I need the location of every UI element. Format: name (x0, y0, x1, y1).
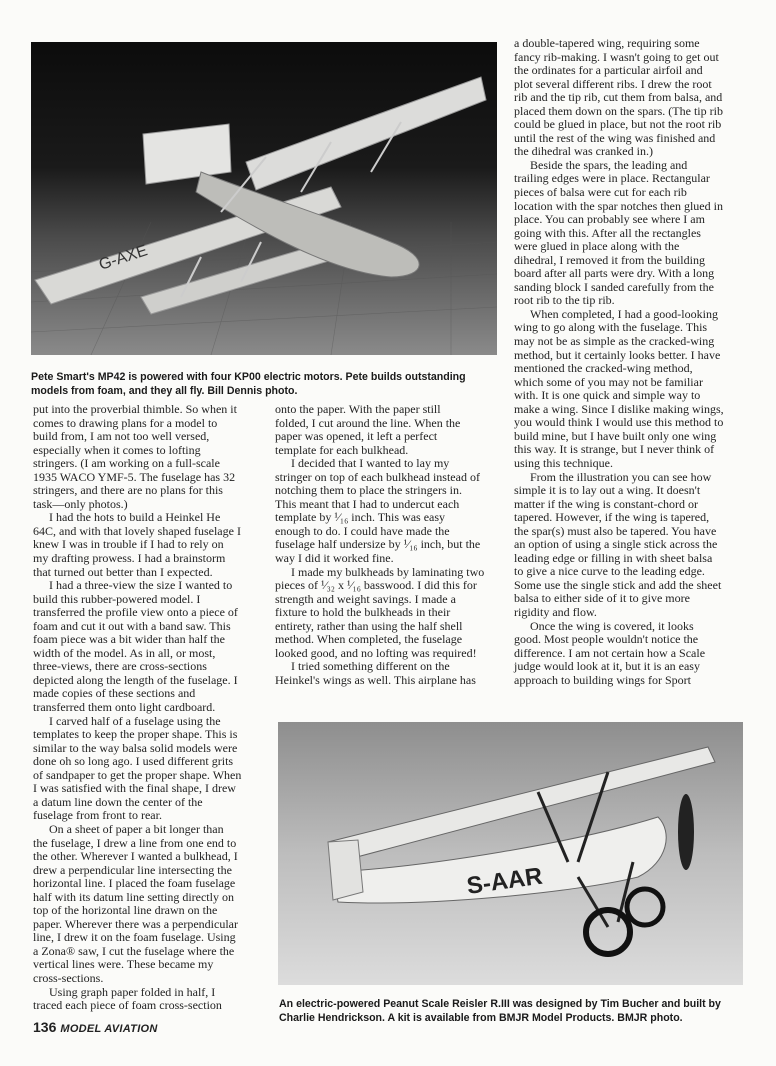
top-photo-biplane (31, 42, 497, 355)
paragraph: a double-tapered wing, requiring some fancy rib-making. I wasn't going to get out the ordinates for a particular airfoil and plot several different ribs. I drew the root rib and the tip rib, cut them from balsa, and placed them down on the spars. (The tip rib could be glued in place, but not the root rib until the rest of the wing was finished and the dihedral was cranked in.) (514, 36, 723, 159)
paragraph: When completed, I had a good-looking wing to go along with the fuselage. This may not be as simple as the cracked-wing method, but it certainly looks better. I have mentioned the cracked-wing method, which some of you may not be familiar with. It is one quick and simple way to make a wing. Since I dislike making wings, you would think I would use this method to build mine, but I have built only one wing this way. It is strange, but I never think of using this technique. (514, 306, 724, 470)
paragraph: Once the wing is covered, it looks good. Most people wouldn't notice the difference. I am not certain how a Scale judge would look at it, but it is an easy approach to building wings for Sport (514, 618, 706, 687)
paragraph: From the illustration you can see how simple it is to lay out a wing. It doesn't matter if the wing is constant-chord or tapered. However, if the wing is tapered, the spar(s) must also be tapered. You have an option of using a single stick across the leading edge or filling in with sheet balsa to give a nice curve to the leading edge. Some use the single stick and add the sheet balsa to either side of it to give more rigidity and flow. (514, 469, 722, 619)
paragraph: I carved half of a fuselage using the templates to keep the proper shape. This is similar to the way balsa solid models were done oh so long ago. I used different grits of sandpaper to get the proper shape. When I was satisfied with the final shape, I drew a datum line down the center of the fuselage from front to rear. (33, 713, 242, 823)
article-column-middle (275, 403, 510, 687)
top-photo-caption: Pete Smart's MP42 is powered with four KP00 electric motors. Pete builds outstanding models from foam, and they all fly. Bill Dennis photo. (31, 371, 466, 397)
paragraph: I had a three-view the size I wanted to build this rubber-powered model. I transferred the profile view onto a piece of foam and cut it out with a band saw. This foam piece was a bit wider than half the width of the model. As in all, or most, three-views, there are cross-sections depicted along the length of the fuselage. I made copies of these sections and transferred them onto light cardboard. (33, 578, 238, 715)
paragraph: I decided that I wanted to lay my stringer on top of each bulkhead instead of notching them to place the stringers in. This meant that I had to undercut each template by ¹⁄₁₆ inch. This was easy enough to do. I could have made the fuselage half undersize by ¹⁄₁₆ inch, but the way I did it worked fine. (275, 456, 481, 566)
bottom-photo-monoplane (278, 722, 743, 985)
paragraph: I tried something different on the Heinkel's wings as well. This airplane has (275, 659, 476, 687)
paragraph: Beside the spars, the leading and trailing edges were in place. Rectangular pieces of balsa were cut for each rib location with the spar notches then glued in place. You can probably see where I am going with this. After all the rectangles were glued in place along with the dihedral, I removed it from the building board after all parts were dry. With a long sanding block I sanded carefully from the root rib to the tip rib. (514, 157, 723, 308)
paragraph: I made my bulkheads by laminating two pieces of ¹⁄₃₂ x ¹⁄₁₆ basswood. I did this for strength and weight savings. I made a fixture to hold the bulkheads in their entirety, rather than using the half shell method. When completed, the fuselage looked good, and no lofting was required! (275, 564, 485, 660)
page-number: 136 (33, 1019, 57, 1035)
page-footer (33, 1019, 158, 1037)
bottom-photo-caption: An electric-powered Peanut Scale Reisler R.III was designed by Tim Bucher and built by Charlie Hendrickson. A kit is available from BMJR Model Products. BMJR photo. (279, 998, 721, 1024)
biplane-illustration (31, 42, 497, 355)
article-column-left (33, 403, 265, 1013)
paragraph: onto the paper. With the paper still folded, I cut around the line. When the paper was opened, it left a perfect template for each bulkhead. (275, 402, 461, 457)
paragraph: Using graph paper folded in half, I traced each piece of foam cross-section (33, 984, 222, 1013)
monoplane-illustration (278, 722, 743, 985)
article-column-right (514, 37, 769, 687)
bottom-photo-registration: S-AAR (465, 862, 545, 900)
paragraph: I had the hots to build a Heinkel He 64C, and with that lovely shaped fuselage I knew I was in trouble if I had to rely on my drafting prowess. I had a brainstorm that turned out better than I expected. (33, 510, 241, 579)
paragraph: On a sheet of paper a bit longer than the fuselage, I drew a line from one end to the other. Wherever I wanted a bulkhead, I drew a perpendicular line intersecting the horizontal line. I placed the foam fuselage half with its datum line setting directly on top of the horizontal line drawn on the paper. Wherever there was a perpendicular line, I drew it on the foam fuselage. Using a Zona® saw, I cut the fuselage where the vertical lines were. These became my cross-sections. (33, 821, 239, 985)
paragraph: put into the proverbial thimble. So when it comes to drawing plans for a model to build from, I am not too well versed, especially when it comes to lofting stringers. (I am working on a full-scale 1935 WACO YMF-5. The fuselage has 32 stringers, and there are no plans for this task—only photos.) (33, 402, 237, 511)
magazine-name: MODEL AVIATION (60, 1023, 158, 1035)
top-photo-registration: G-AXE (96, 242, 150, 274)
